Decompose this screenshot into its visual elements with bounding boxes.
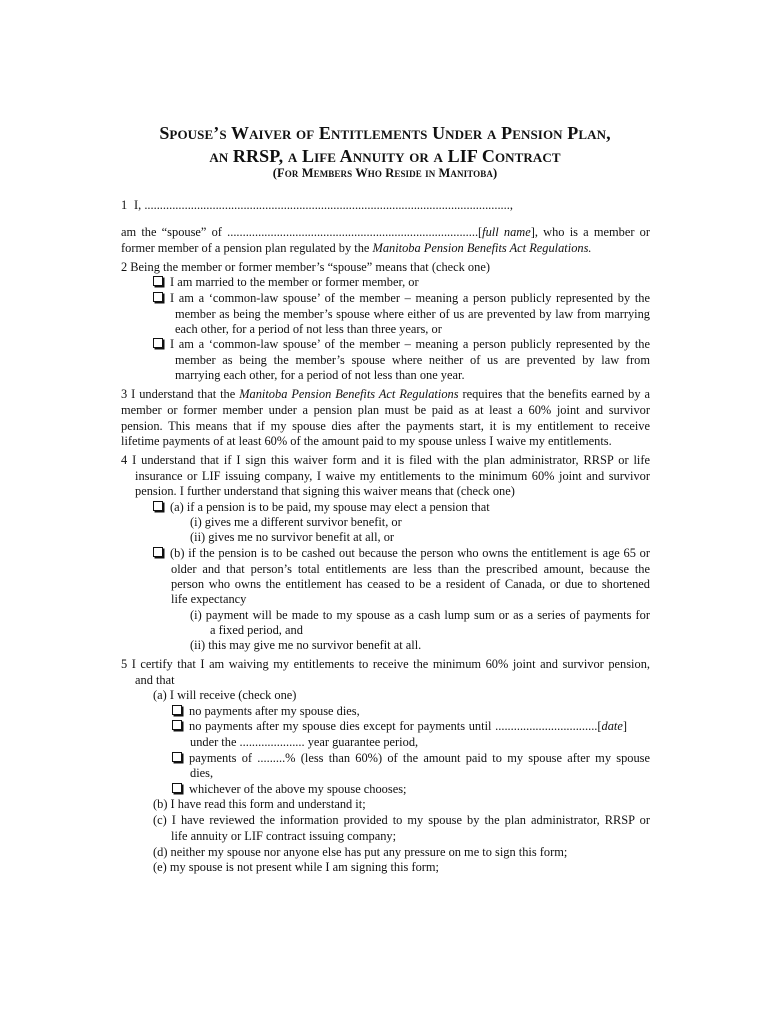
checkbox-icon[interactable] bbox=[172, 783, 182, 793]
waiver-option-b[interactable]: (b) if the pension is to be cashed out because the person who owns the entitlement is age 65 or bbox=[153, 546, 650, 560]
section-1-spouse-line: am the “spouse” of .................................................................................[full name], who is a member or bbox=[121, 225, 650, 239]
waiver-option-a-i: (i) gives me a different survivor benefit, or bbox=[190, 515, 402, 529]
section-2-intro: 2 Being the member or former member’s “spouse” means that (check one) bbox=[121, 260, 490, 274]
form-title-line-1: Spouse’s Waiver of Entitlements Under a Pension Plan, bbox=[159, 123, 611, 143]
section-5-item-b: (b) I have read this form and understand it; bbox=[153, 797, 366, 811]
section-5-line: 5 I certify that I am waiving my entitlements to receive the minimum 60% joint and survivor pension, bbox=[121, 657, 650, 671]
option-text-line: older and that person’s total entitlements are less than the prescribed amount, because the bbox=[171, 562, 650, 576]
section-5-item-c: (c) I have reviewed the information provided to my spouse by the plan administrator, RRSP or bbox=[153, 813, 650, 827]
form-title-line-2: an RRSP, a Life Annuity or a LIF Contract bbox=[209, 146, 561, 166]
payment-option-spouse-chooses[interactable]: whichever of the above my spouse chooses; bbox=[172, 782, 406, 796]
checkbox-icon[interactable] bbox=[153, 338, 163, 348]
checkbox-icon[interactable] bbox=[153, 292, 163, 302]
spouse-status-option-common-law-1yr[interactable]: I am a ‘common-law spouse’ of the member – meaning a person publicly represented by the bbox=[153, 337, 650, 351]
option-text-line: dies, bbox=[190, 766, 214, 780]
section-1-name-line: I, ......................................................................................................................, bbox=[134, 198, 513, 212]
spouse-status-option-married[interactable]: I am married to the member or former member, or bbox=[153, 275, 419, 289]
waiver-option-b-i: (i) payment will be made to my spouse as a cash lump sum or as a series of payments for bbox=[190, 608, 650, 622]
waiver-option-b-ii: (ii) this may give me no survivor benefit at all. bbox=[190, 638, 422, 652]
section-3-line: member or former member under a pension plan must be paid as at least a 60% joint and survivor bbox=[121, 403, 650, 417]
option-text-line: member as being the member’s spouse where neither of us are prevented by law from bbox=[175, 353, 650, 367]
section-3-line: lifetime payments of at least 60% of the amount paid to my spouse unless I waive my entitlements. bbox=[121, 434, 612, 448]
checkbox-icon[interactable] bbox=[153, 547, 163, 557]
section-4-line: 4 I understand that if I sign this waiver form and it is filed with the plan administrator, RRSP or life bbox=[121, 453, 650, 467]
option-text-line: member as being the member’s spouse where either of us are prevented by law from marrying bbox=[175, 307, 650, 321]
section-1-regulation-line: former member of a pension plan regulated by the Manitoba Pension Benefits Act Regulations. bbox=[121, 241, 592, 255]
option-text-line: each other, for a period of not less than three years, or bbox=[175, 322, 442, 336]
guarantee-period-line: under the ..................... year guarantee period, bbox=[190, 735, 419, 749]
spouse-status-option-common-law-3yr[interactable]: I am a ‘common-law spouse’ of the member – meaning a person publicly represented by the bbox=[153, 291, 650, 305]
waiver-option-a[interactable]: (a) if a pension is to be paid, my spouse may elect a pension that bbox=[153, 500, 490, 514]
checkbox-icon[interactable] bbox=[172, 705, 182, 715]
checkbox-icon[interactable] bbox=[153, 276, 163, 286]
waiver-option-a-ii: (ii) gives me no survivor benefit at all, or bbox=[190, 530, 395, 544]
payment-option-until-date[interactable]: no payments after my spouse dies except for payments until .................................[date] bbox=[172, 719, 627, 733]
form-subtitle: (For Members Who Reside in Manitoba) bbox=[272, 166, 498, 180]
section-3-line: pension. This means that if my spouse dies after the payments start, it is my entitlement to receive bbox=[121, 419, 650, 433]
section-5-item-d: (d) neither my spouse nor anyone else has put any pressure on me to sign this form; bbox=[153, 845, 568, 859]
option-text-line: person who owns the entitlement has ceased to be a resident of Canada, or due to shortened bbox=[171, 577, 650, 591]
checkbox-icon[interactable] bbox=[172, 720, 182, 730]
section-4-line: insurance or LIF issuing company, I waive my entitlements to the minimum 60% joint and survivor bbox=[135, 469, 650, 483]
section-5-item-e: (e) my spouse is not present while I am signing this form; bbox=[153, 860, 439, 874]
section-5-line: and that bbox=[135, 673, 175, 687]
option-text-line: life annuity or LIF contract issuing company; bbox=[171, 829, 397, 843]
option-text-line: life expectancy bbox=[171, 592, 247, 606]
option-text-line: marrying each other, for a period of not less than one year. bbox=[175, 368, 465, 382]
section-1-number: 1 bbox=[121, 198, 128, 212]
payment-option-percentage[interactable]: payments of .........% (less than 60%) of the amount paid to my spouse after my spouse bbox=[172, 751, 650, 765]
payment-option-none[interactable]: no payments after my spouse dies, bbox=[172, 704, 360, 718]
section-5-item-a: (a) I will receive (check one) bbox=[153, 688, 297, 702]
section-3-line: 3 I understand that the Manitoba Pension Benefits Act Regulations requires that the benefits earned by a bbox=[121, 387, 650, 401]
checkbox-icon[interactable] bbox=[153, 501, 163, 511]
section-4-line: pension. I further understand that signing this waiver means that (check one) bbox=[135, 484, 515, 498]
option-text-line: a fixed period, and bbox=[210, 623, 303, 637]
checkbox-icon[interactable] bbox=[172, 752, 182, 762]
